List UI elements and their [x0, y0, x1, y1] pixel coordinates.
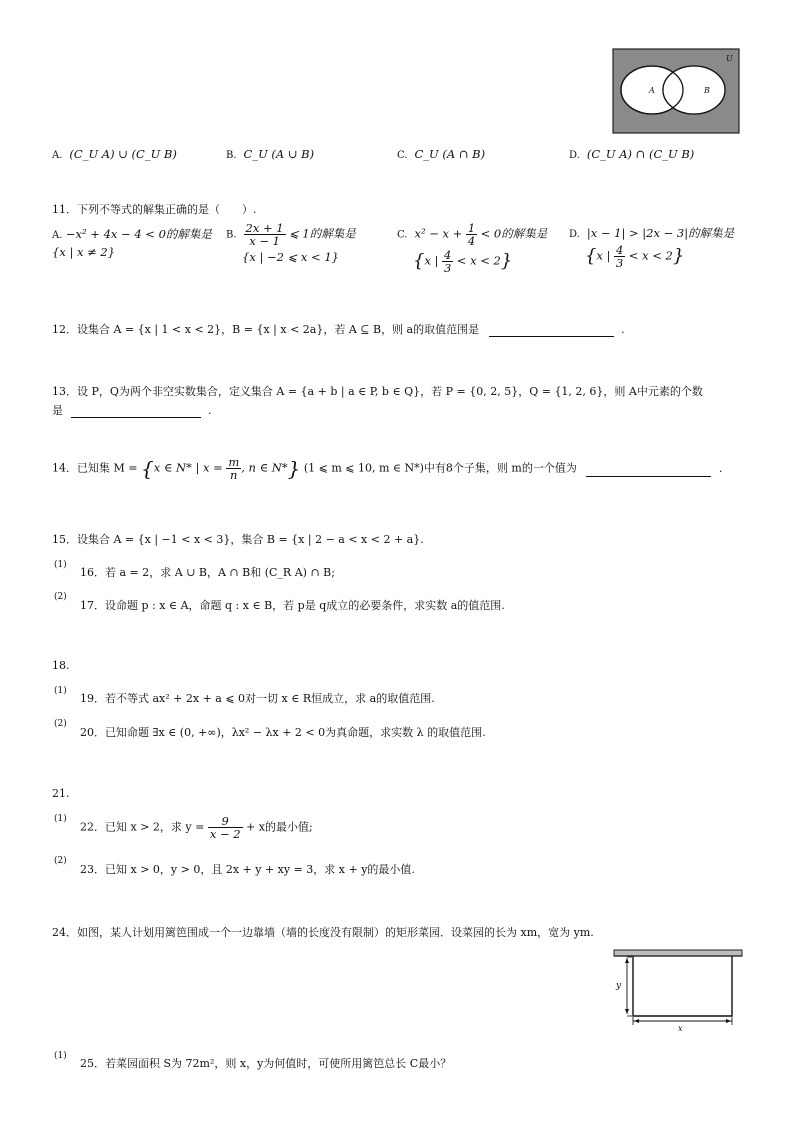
q10-option-a: A. (C_U A) ∪ (C_U B) [52, 147, 177, 161]
q10-option-c-expr: C_U (A ∩ B) [414, 147, 486, 161]
q18-part1-text: 19．若不等式 ax² + 2x + a ⩽ 0对一切 x ∈ R恒成立，求 a的取值范围. [80, 692, 435, 705]
q15-stem: 15．设集合 A = {x | −1 < x < 3}，集合 B = {x | 2 − a < x < 2 + a}. [52, 533, 424, 546]
venn-label-a: A [649, 86, 655, 95]
q18-part1-index: (1) [54, 686, 67, 696]
q11-option-d: D. |x − 1| > |2x − 3|的解集是 {x | $\frac{4}{3}$ < x < 2} [569, 226, 735, 270]
figure-label-y: y [616, 981, 622, 991]
q14-answer-blank[interactable] [586, 462, 711, 477]
q21-part2-index: (2) [54, 856, 67, 866]
q15-part2-text: 17．设命题 p : x ∈ A，命题 q : x ∈ B，若 p是 q成立的必要条件，求实数 a的值范围. [80, 599, 505, 612]
q11-option-a: A. −x² + 4x − 4 < 0的解集是 {x | x ≠ 2} [52, 227, 212, 259]
q21-stem: 21. [52, 787, 70, 800]
q15-part1-index: (1) [54, 560, 67, 570]
venn-diagram [612, 48, 740, 134]
q13-answer-blank[interactable] [71, 404, 201, 418]
q18-part2-index: (2) [54, 719, 67, 729]
wall [614, 950, 742, 956]
q21-part1-text: 22．已知 x > 2，求 y = $\frac{9}{x - 2}$ + x的最小值; [80, 814, 313, 841]
q10-option-a-expr: (C_U A) ∪ (C_U B) [69, 147, 177, 161]
q24-part1-index: (1) [54, 1051, 67, 1061]
q13-line1: 13．设 P，Q为两个非空实数集合，定义集合 A = {a + b | a ∈ P, b ∈ Q}，若 P = {0, 2, 5}，Q = {1, 2, 6}，则 A中元素的个数 [52, 385, 703, 398]
q18-part2-text: 20．已知命题 ∃x ∈ (0, +∞)，λx² − λx + 2 < 0为真命题，求实数 λ 的取值范围. [80, 726, 486, 739]
venn-label-b: B [704, 86, 710, 95]
figure-label-x: x [678, 1024, 683, 1033]
q10-option-b-expr: C_U (A ∪ B) [243, 147, 315, 161]
q21-part1-index: (1) [54, 814, 67, 824]
q14-text: 14．已知集 M = {x ∈ N* | x = $\frac{m}{n}$ , n ∈ N*} (1 ⩽ m ⩽ 10, m ∈ N*)中有8个子集，则 m的一个值为 . [52, 455, 723, 482]
q11-c-fraction: $\frac{1}{4}$ [467, 221, 476, 248]
q21-part2-text: 23．已知 x > 0，y > 0，且 2x + y + xy = 3，求 x + y的最小值. [80, 863, 415, 876]
q11-option-c: C. x² − x + $\frac{1}{4}$ < 0的解集是 {x | $\frac{4}{3}$ < x < 2} [397, 221, 548, 275]
q10-option-b: B. C_U (A ∪ B) [226, 147, 315, 161]
q11-d-set-fraction: $\frac{4}{3}$ [615, 243, 624, 270]
q13-line2: 是 . [52, 404, 212, 417]
q10-option-d: D. (C_U A) ∩ (C_U B) [569, 147, 695, 161]
q11-stem: 11．下列不等式的解集正确的是（ ）. [52, 203, 257, 216]
fence-rectangle [633, 956, 732, 1016]
q21-fraction: $\frac{9}{x - 2}$ [209, 814, 241, 841]
q11-option-b: B. $\frac{2x + 1}{x - 1}$ ⩽ 1的解集是 {x | −2 ⩽ x < 1} [226, 221, 356, 264]
q15-part1-text: 16．若 a = 2，求 A ∪ B，A ∩ B和 (C_R A) ∩ B; [80, 566, 335, 579]
garden-figure [610, 948, 744, 1034]
q18-stem: 18. [52, 659, 70, 672]
q24-part1-text: 25．若菜园面积 S为 72m²，则 x，y为何值时，可使所用篱笆总长 C最小？ [80, 1057, 452, 1070]
q15-part2-index: (2) [54, 592, 67, 602]
venn-label-u: U [726, 54, 733, 63]
q11-b-fraction: $\frac{2x + 1}{x - 1}$ [245, 221, 284, 248]
q10-option-d-expr: (C_U A) ∩ (C_U B) [586, 147, 695, 161]
q10-option-c: C. C_U (A ∩ B) [397, 147, 486, 161]
q14-fraction: $\frac{m}{n}$ [228, 455, 240, 482]
q12-answer-blank[interactable] [489, 323, 614, 337]
q24-stem: 24．如图，某人计划用篱笆围成一个一边靠墙（墙的长度没有限制）的矩形菜园．设菜园的长为 xm，宽为 ym. [52, 926, 594, 939]
q12-text: 12．设集合 A = {x | 1 < x < 2}，B = {x | x < 2a}，若 A ⊆ B，则 a的取值范围是 . [52, 323, 625, 336]
q11-c-set-fraction: $\frac{4}{3}$ [443, 248, 452, 275]
